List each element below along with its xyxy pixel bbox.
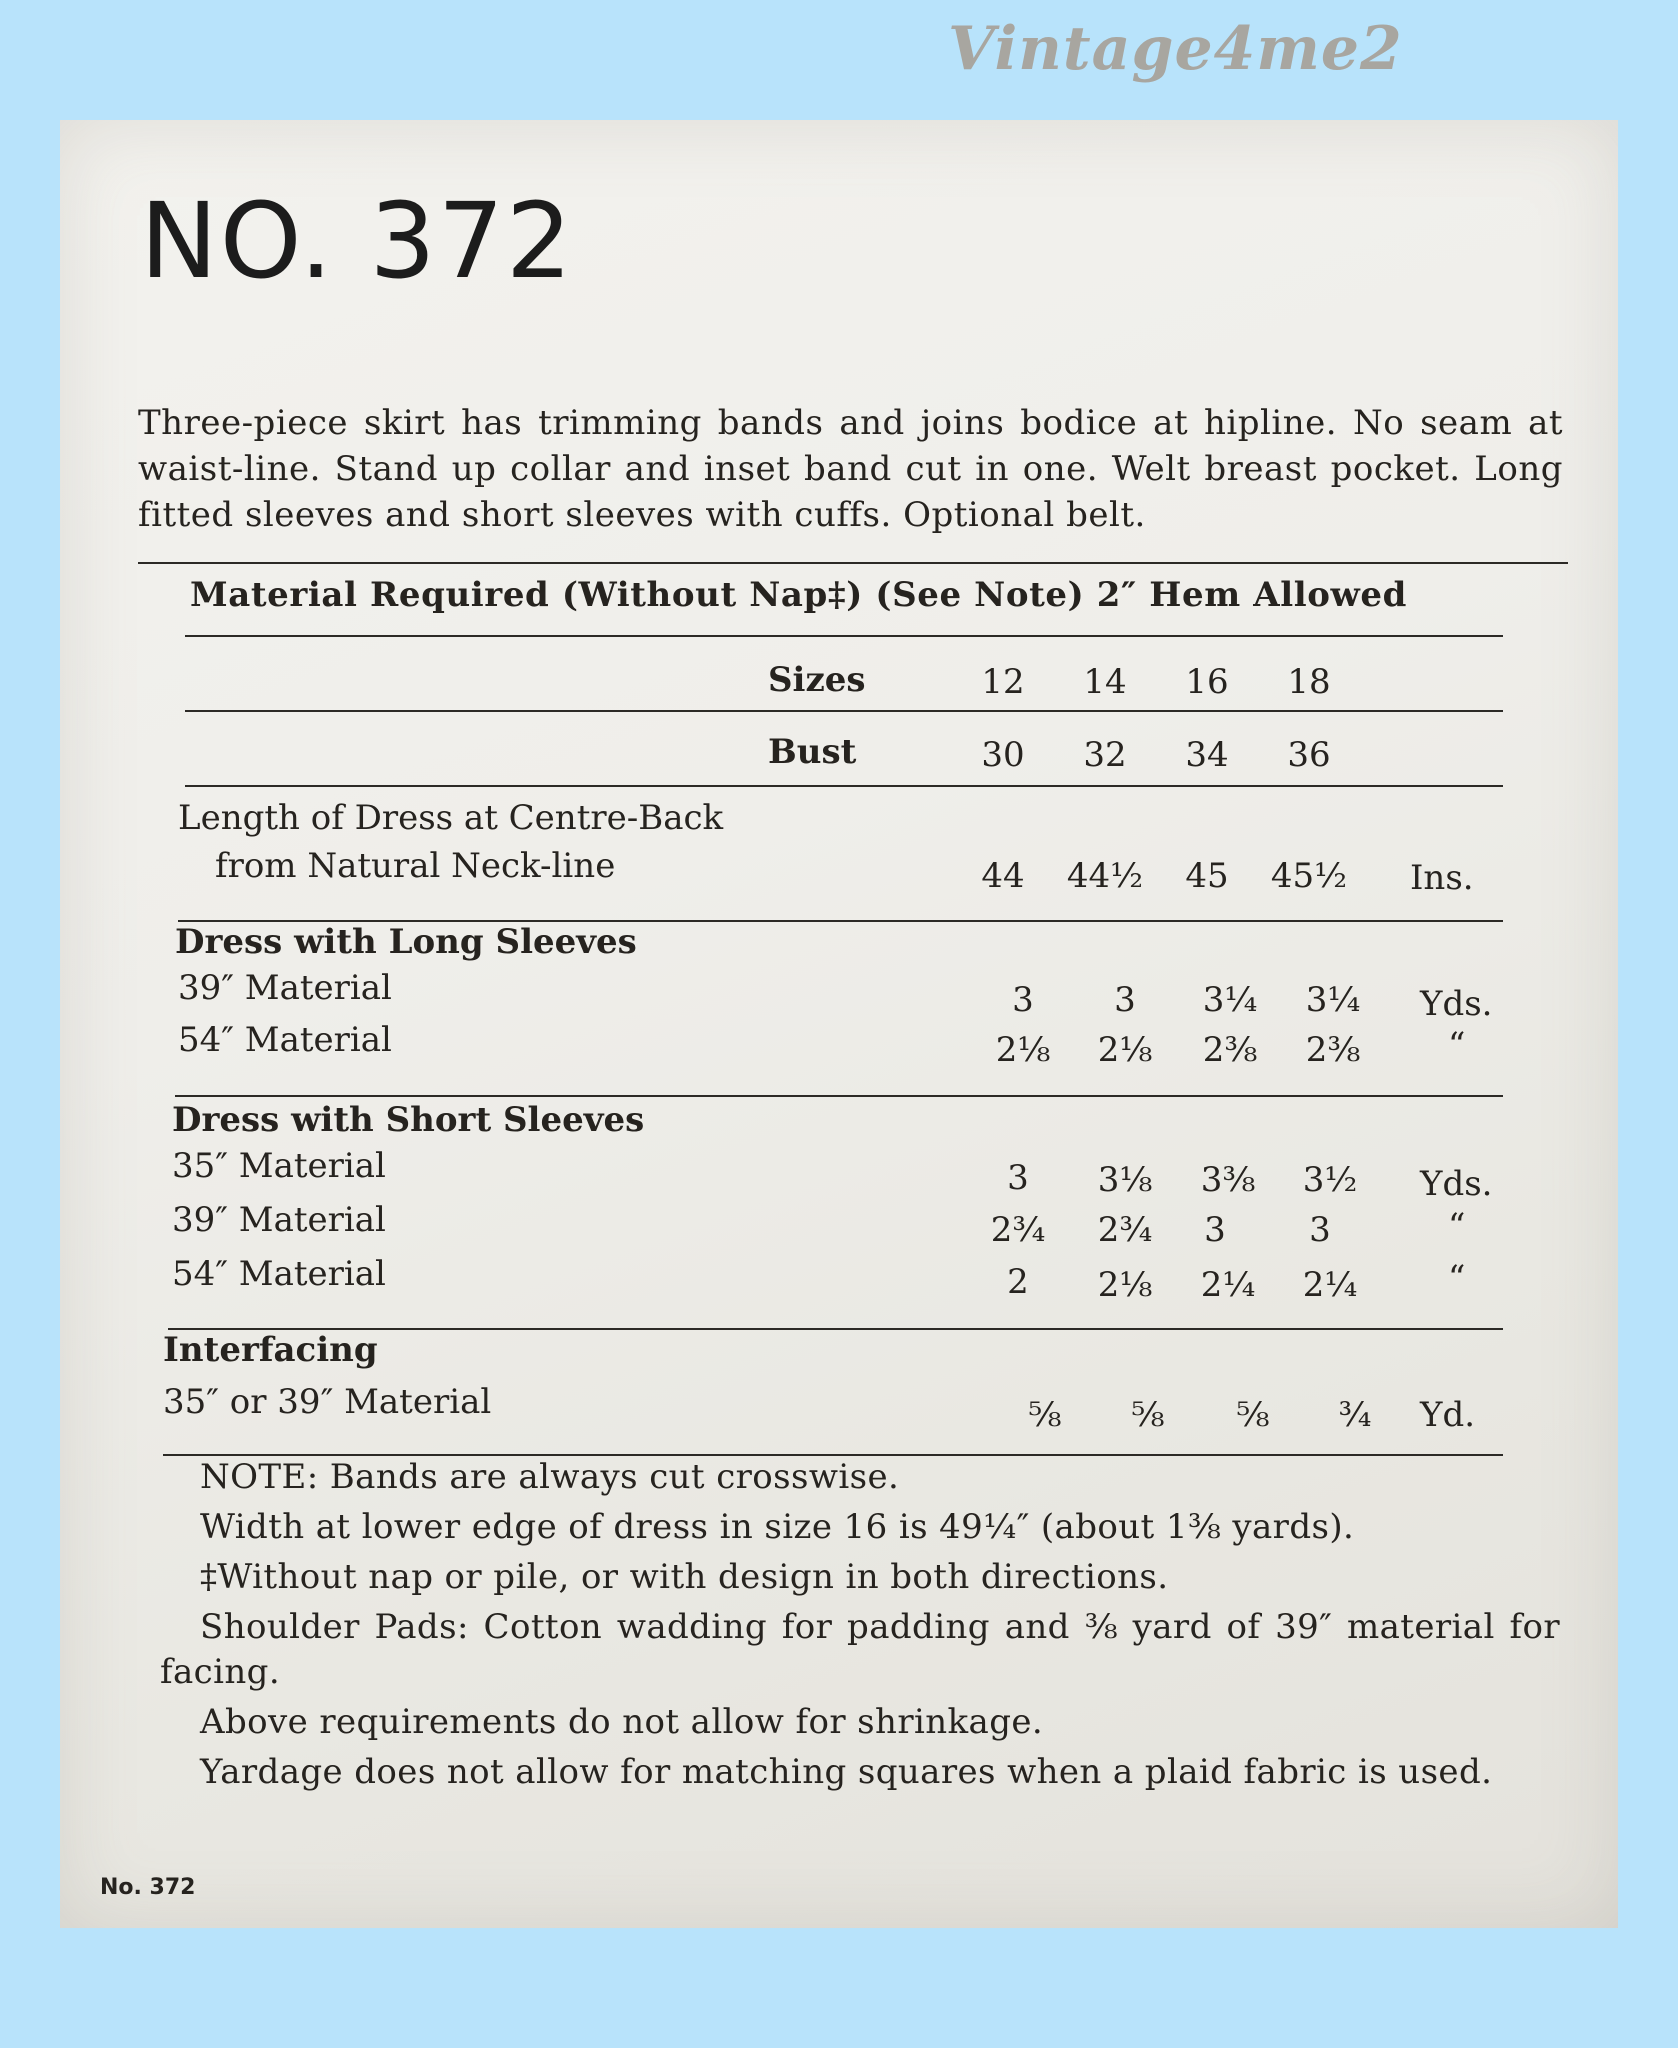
pattern-sheet	[60, 120, 1618, 1928]
interfacing-unit: Yd.	[1420, 1395, 1476, 1435]
short-sleeves-value: 3	[1204, 1210, 1226, 1250]
bust-value: 36	[1287, 735, 1331, 775]
rule	[185, 785, 1503, 787]
sizes-label: Sizes	[768, 660, 866, 700]
pattern-description: Three-piece skirt has trimming bands and joins bodice at hipline. No seam at waist-line. Stand up collar and inset band cut in one. Welt breast pocket. Long fitted sleeves and short sleeves with cuffs. Optional belt.	[138, 403, 1563, 535]
interfacing-heading: Interfacing	[163, 1330, 378, 1370]
long-sleeves-value: 2⅜	[1305, 1030, 1361, 1070]
pattern-number-title: NO. 372	[140, 180, 575, 302]
short-sleeves-value: 3	[1007, 1158, 1029, 1198]
bust-value: 32	[1083, 735, 1127, 775]
long-sleeves-value: 2⅛	[1097, 1030, 1153, 1070]
short-sleeves-value: 2¼	[1302, 1265, 1358, 1305]
bust-value: 30	[981, 735, 1025, 775]
short-sleeves-value: 2¾	[1097, 1210, 1153, 1250]
short-sleeves-row-label: 54″ Material	[172, 1254, 386, 1294]
length-label-line1: Length of Dress at Centre-Back	[178, 798, 724, 838]
rule	[185, 635, 1503, 637]
material-table-header: Material Required (Without Nap‡) (See Note) 2″ Hem Allowed	[190, 575, 1407, 615]
interfacing-value: ¾	[1338, 1395, 1372, 1435]
short-sleeves-row-label: 35″ Material	[172, 1146, 386, 1186]
long-sleeves-row-label: 54″ Material	[178, 1020, 392, 1060]
short-sleeves-value: 2⅛	[1097, 1265, 1153, 1305]
short-sleeves-row-label: 39″ Material	[172, 1200, 386, 1240]
length-value: 44½	[1066, 856, 1144, 896]
long-sleeves-value: 3¼	[1202, 980, 1258, 1020]
watermark: Vintage4me2	[948, 14, 1403, 84]
interfacing-row-label: 35″ or 39″ Material	[163, 1382, 492, 1422]
interfacing-value: ⅝	[1028, 1395, 1062, 1435]
note-line: Width at lower edge of dress in size 16 is 49¼″ (about 1⅜ yards).	[200, 1507, 1355, 1547]
short-sleeves-unit: “	[1448, 1206, 1466, 1246]
long-sleeves-value: 3	[1114, 980, 1136, 1020]
footer-pattern-number: No. 372	[100, 1875, 196, 1900]
short-sleeves-value: 2	[1007, 1262, 1029, 1302]
length-unit: Ins.	[1410, 858, 1474, 898]
interfacing-value: ⅝	[1236, 1395, 1270, 1435]
length-value: 45	[1185, 856, 1229, 896]
length-value: 45½	[1270, 856, 1348, 896]
long-sleeves-value: 3¼	[1305, 980, 1361, 1020]
note-line: Shoulder Pads: Cotton wadding for padding and ⅜ yard of 39″ material for facing.	[160, 1607, 1560, 1692]
size-value: 16	[1185, 662, 1229, 702]
long-sleeves-heading: Dress with Long Sleeves	[175, 922, 637, 962]
short-sleeves-value: 2¼	[1200, 1265, 1256, 1305]
long-sleeves-value: 3	[1012, 980, 1034, 1020]
note-line: ‡Without nap or pile, or with design in both directions.	[200, 1557, 1169, 1597]
rule	[185, 710, 1503, 712]
long-sleeves-value: 2⅜	[1202, 1030, 1258, 1070]
rule-top	[138, 562, 1568, 564]
rule	[175, 1095, 1503, 1097]
bust-value: 34	[1185, 735, 1229, 775]
short-sleeves-value: 3⅜	[1200, 1160, 1256, 1200]
size-value: 12	[981, 662, 1025, 702]
interfacing-value: ⅝	[1131, 1395, 1165, 1435]
short-sleeves-heading: Dress with Short Sleeves	[172, 1100, 645, 1140]
long-sleeves-row-label: 39″ Material	[178, 968, 392, 1008]
short-sleeves-value: 3⅛	[1097, 1160, 1153, 1200]
size-value: 18	[1287, 662, 1331, 702]
bust-label: Bust	[768, 732, 857, 772]
length-value: 44	[981, 856, 1025, 896]
note-line: Above requirements do not allow for shrinkage.	[200, 1702, 1044, 1742]
note-line: NOTE: Bands are always cut crosswise.	[200, 1457, 900, 1497]
short-sleeves-value: 3	[1309, 1210, 1331, 1250]
short-sleeves-unit: “	[1448, 1258, 1466, 1298]
short-sleeves-unit: Yds.	[1420, 1164, 1493, 1204]
short-sleeves-value: 3½	[1302, 1160, 1358, 1200]
long-sleeves-unit: Yds.	[1420, 984, 1493, 1024]
size-value: 14	[1083, 662, 1127, 702]
short-sleeves-value: 2¾	[990, 1210, 1046, 1250]
note-line: Yardage does not allow for matching squares when a plaid fabric is used.	[200, 1752, 1493, 1792]
long-sleeves-value: 2⅛	[995, 1030, 1051, 1070]
long-sleeves-unit: “	[1448, 1025, 1466, 1065]
length-label-line2: from Natural Neck-line	[215, 846, 616, 886]
notes-section	[160, 1455, 1560, 1800]
